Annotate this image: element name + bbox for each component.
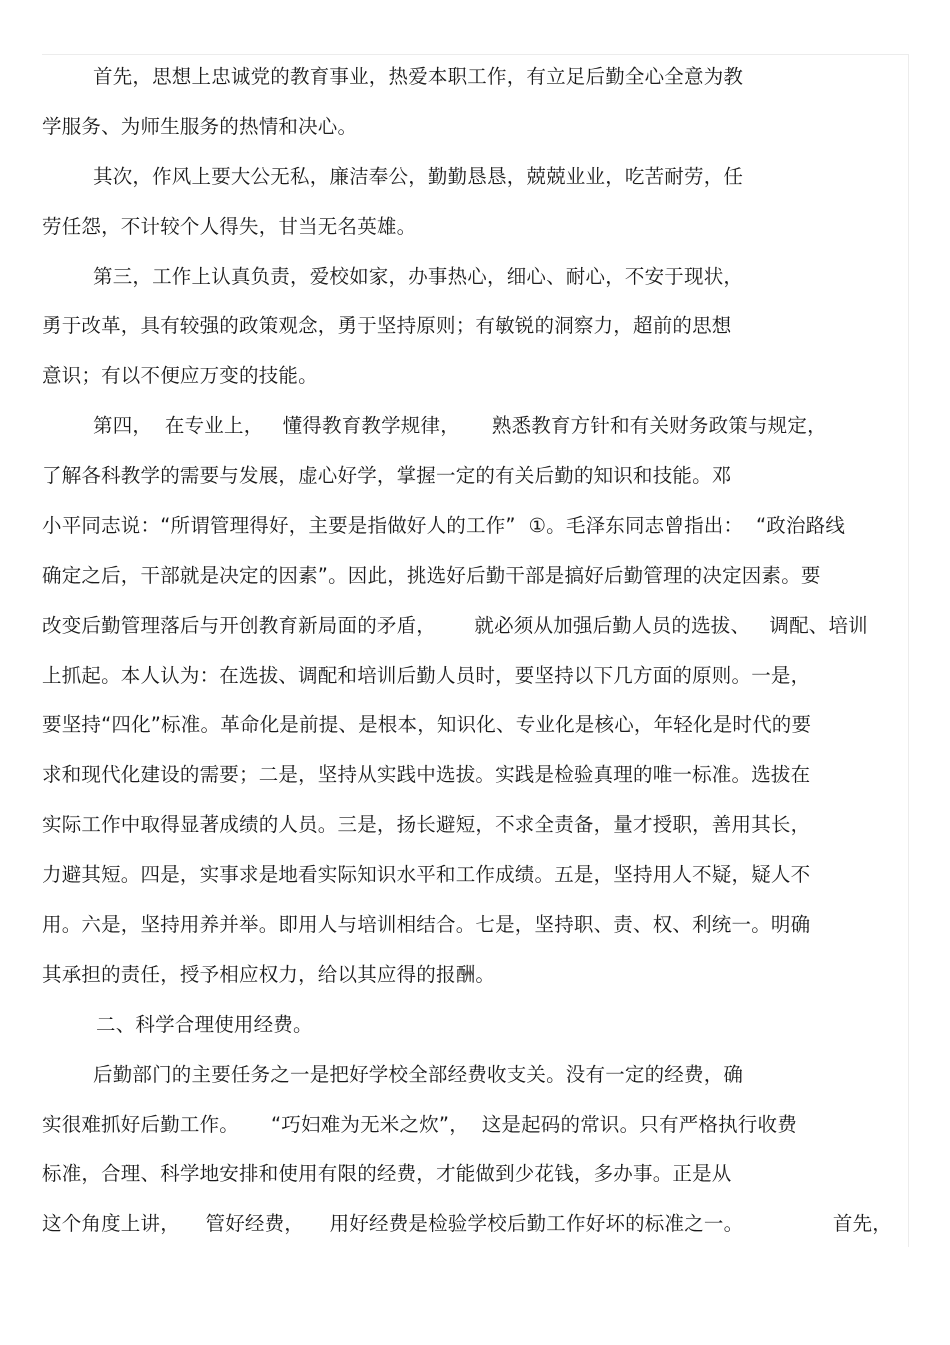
text-line: 劳任怨，不计较个人得失，甘当无名英雄。 <box>42 215 417 238</box>
text-line: 这个角度上讲， 管好经费， 用好经费是检验学校后勤工作好坏的标准之一。 首先， <box>42 1212 892 1235</box>
text-line: 力避其短。四是，实事求是地看实际知识水平和工作成绩。五是，坚持用人不疑，疑人不 <box>42 863 811 886</box>
text-line: 确定之后，干部就是决定的因素”。因此，挑选好后勤干部是搞好后勤管理的决定因素。要 <box>42 564 821 587</box>
text-line: 其承担的责任，授予相应权力，给以其应得的报酬。 <box>42 963 496 986</box>
text-line: 实很难抓好后勤工作。 “巧妇难为无米之炊”， 这是起码的常识。只有严格执行收费 <box>42 1113 797 1136</box>
text-line: 其次，作风上要大公无私，廉洁奉公，勤勤恳恳，兢兢业业，吃苦耐劳，任 <box>93 165 744 188</box>
text-line: 要坚持“四化”标准。革命化是前提、是根本，知识化、专业化是核心，年轻化是时代的要 <box>42 713 812 736</box>
text-line: 意识；有以不便应万变的技能。 <box>42 364 318 387</box>
text-line: 标准，合理、科学地安排和使用有限的经费，才能做到少花钱，多办事。正是从 <box>42 1162 732 1185</box>
text-line: 学服务、为师生服务的热情和决心。 <box>42 115 358 138</box>
text-line: 首先，思想上忠诚党的教育事业，热爱本职工作，有立足后勤全心全意为教 <box>93 65 744 88</box>
text-line: 小平同志说：“所谓管理得好，主要是指做好人的工作” ①。毛泽东同志曾指出： “政治路线 <box>42 514 846 537</box>
text-line: 后勤部门的主要任务之一是把好学校全部经费收支关。没有一定的经费，确 <box>93 1063 744 1086</box>
text-line: 第三，工作上认真负责，爱校如家，办事热心，细心、耐心，不安于现状， <box>93 265 744 288</box>
text-line: 勇于改革，具有较强的政策观念，勇于坚持原则；有敏锐的洞察力，超前的思想 <box>42 314 732 337</box>
text-line: 第四， 在专业上， 懂得教育教学规律， 熟悉教育方针和有关财务政策与规定， <box>93 414 827 437</box>
text-line: 了解各科教学的需要与发展，虚心好学，掌握一定的有关后勤的知识和技能。邓 <box>42 464 732 487</box>
text-line: 上抓起。本人认为：在选拔、调配和培训后勤人员时，要坚持以下几方面的原则。一是， <box>42 664 811 687</box>
text-line: 用。六是，坚持用养并举。即用人与培训相结合。七是，坚持职、责、权、利统一。明确 <box>42 913 811 936</box>
text-line: 求和现代化建设的需要；二是，坚持从实践中选拔。实践是检验真理的唯一标准。选拔在 <box>42 763 811 786</box>
section-heading: 二、科学合理使用经费。 <box>96 1013 313 1036</box>
text-line: 改变后勤管理落后与开创教育新局面的矛盾， 就必须从加强后勤人员的选拔、 调配、培训 <box>42 614 868 637</box>
text-line: 实际工作中取得显著成绩的人员。三是，扬长避短，不求全责备，量才授职，善用其长， <box>42 813 811 836</box>
